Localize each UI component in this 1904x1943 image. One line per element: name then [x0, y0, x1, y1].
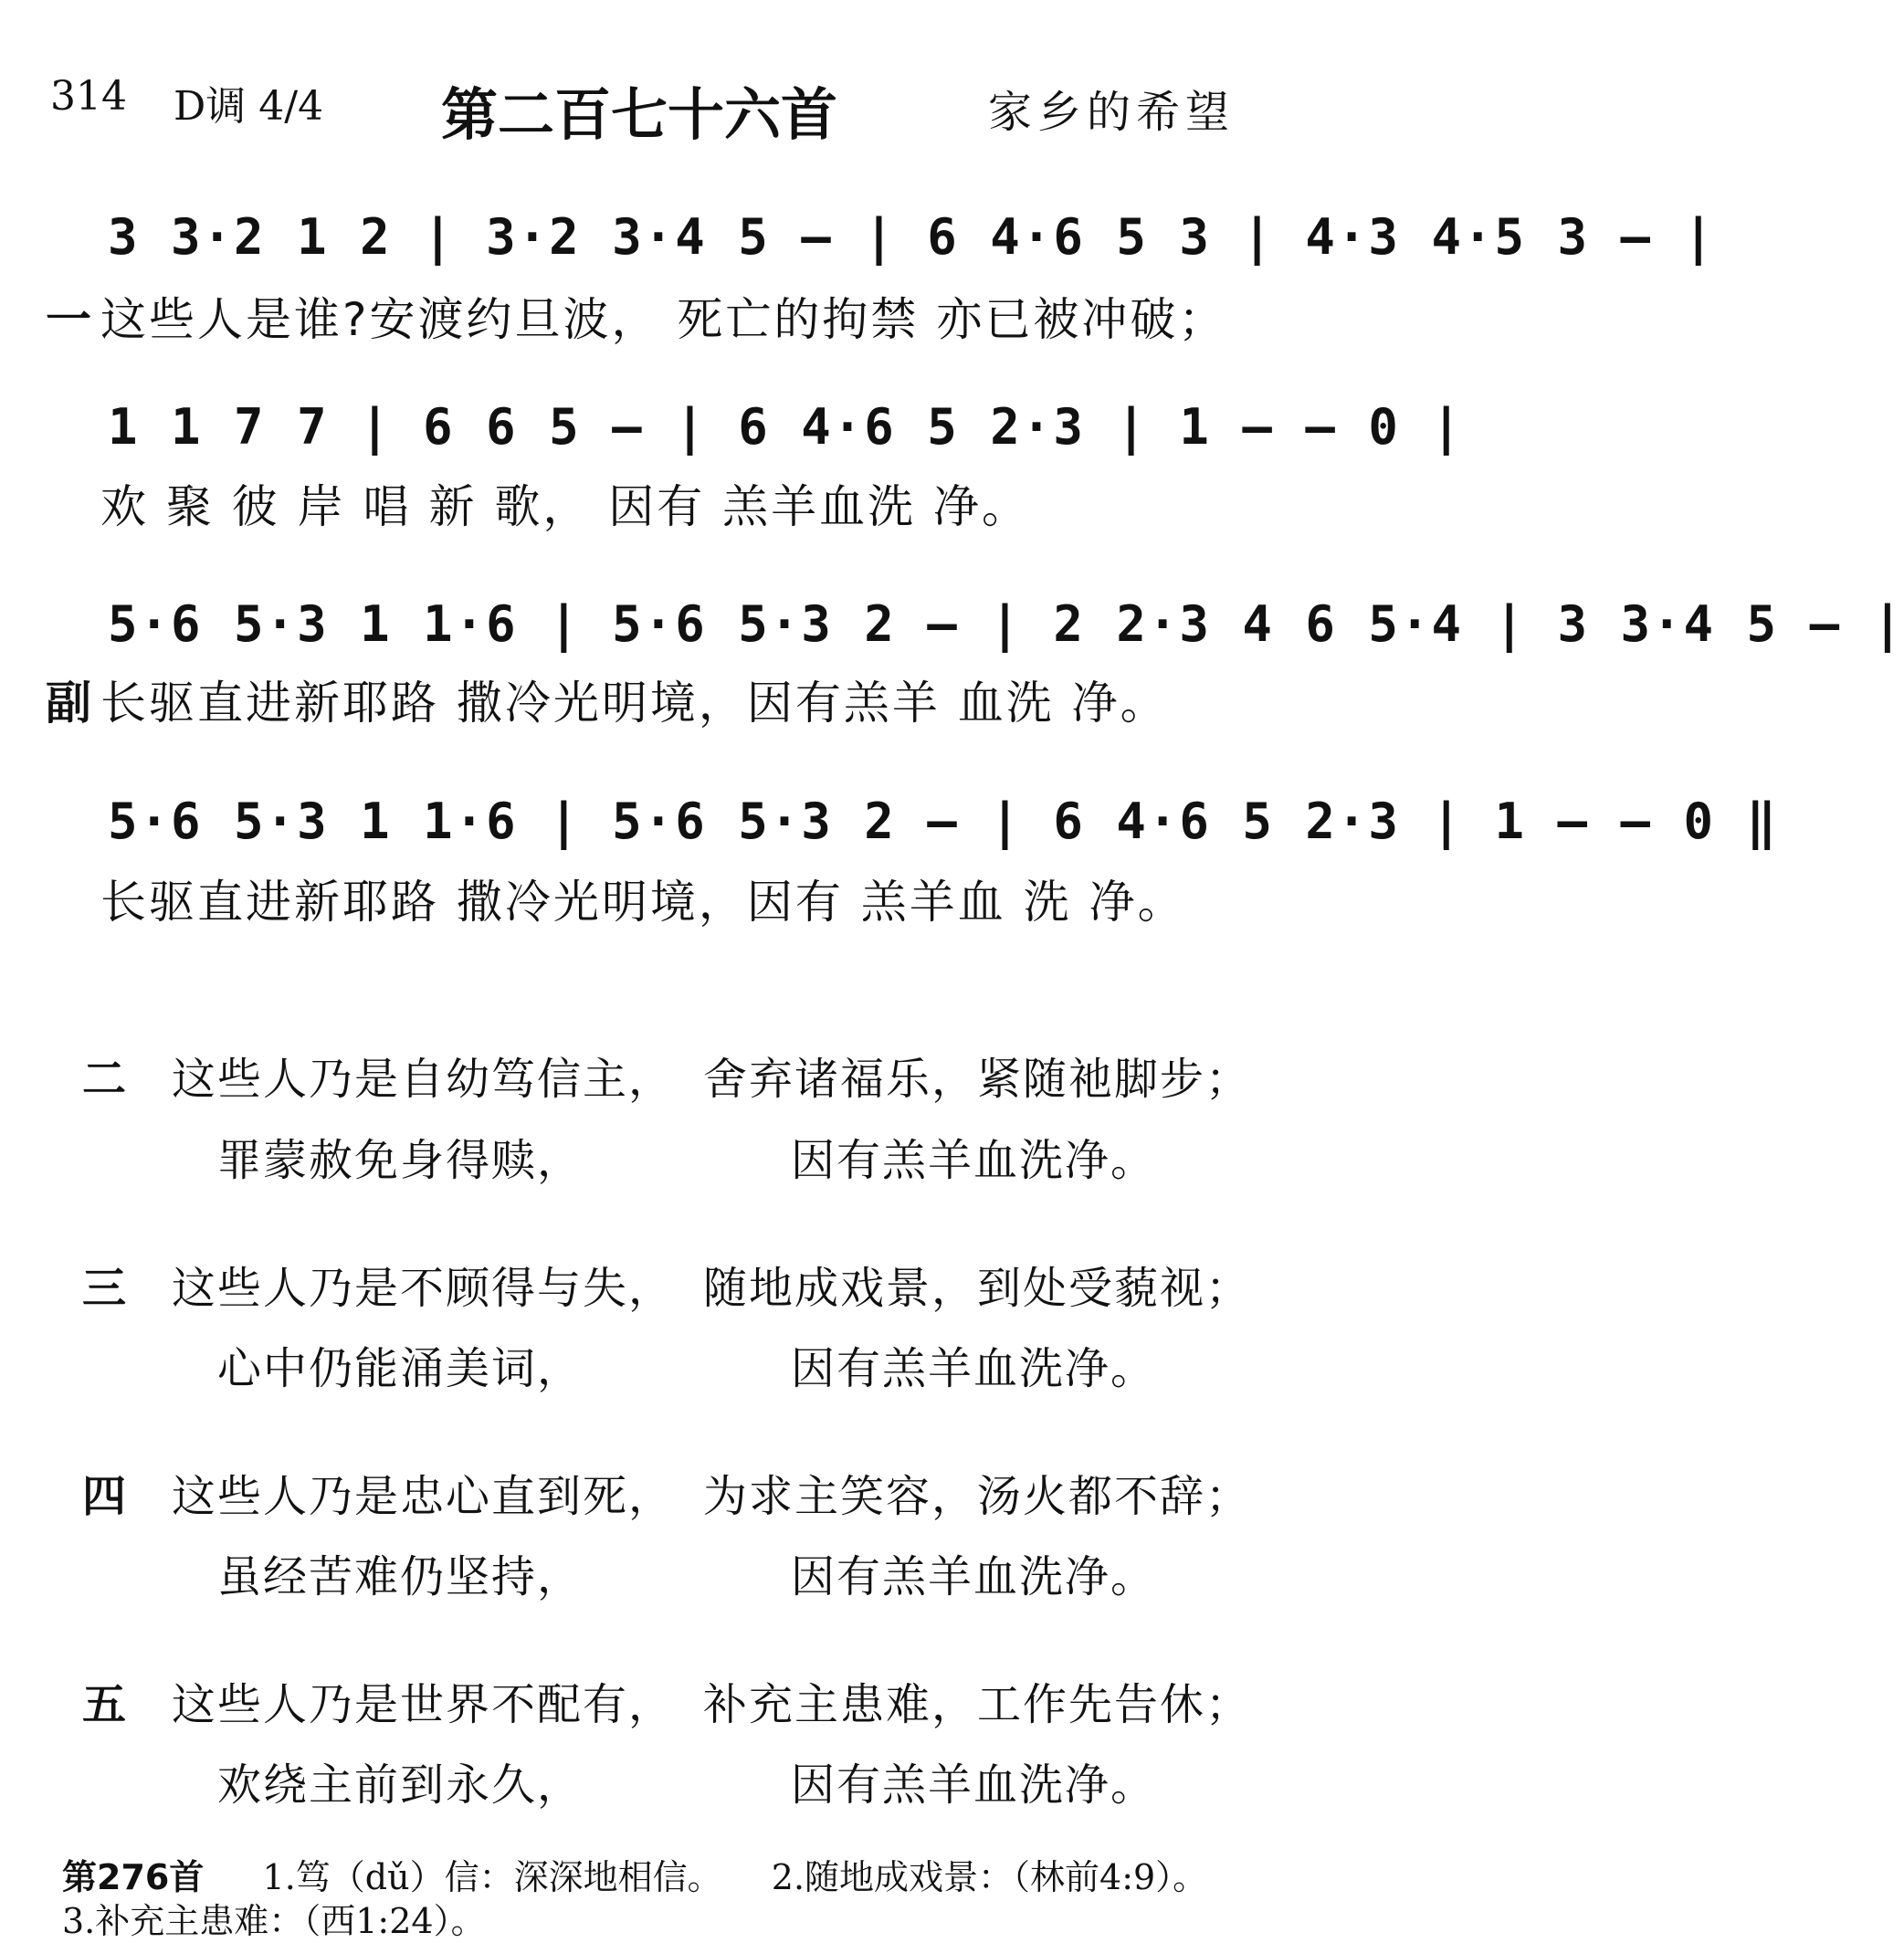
verse-4-line-2a: 虽经苦难仍坚持，: [217, 1551, 584, 1602]
tune-name: 家乡的希望: [987, 87, 1235, 138]
verse-number-2: 二: [82, 1054, 127, 1105]
verse-3-line-1a: 这些人乃是不顾得与失，: [172, 1263, 675, 1314]
lyric-line-3: 长驱直进新耶路 撒冷光明境，因有羔羊 血洗 净。: [100, 677, 1169, 730]
verse-2-line-1a: 这些人乃是自幼笃信主，: [172, 1054, 675, 1105]
lyric-line-2: 欢 聚 彼 岸 唱 新 歌， 因有 羔羊血洗 净。: [100, 480, 1031, 533]
footnote-1: 1.笃（dǔ）信：深深地相信。: [262, 1857, 722, 1897]
verse-4-line-1b: 为求主笑容，汤火都不辞；: [703, 1471, 1252, 1522]
verse-4-line-1a: 这些人乃是忠心直到死，: [172, 1471, 675, 1522]
notation-line-4: 5·6 5·3 1 1·6 | 5·6 5·3 2 – | 6 4·6 5 2·3 | 1 – – 0 ‖: [108, 793, 1779, 850]
notation-line-2: 1 1 7 7 | 6 6 5 – | 6 4·6 5 2·3 | 1 – – 0 |: [108, 398, 1463, 456]
key-signature: D调 4/4: [174, 83, 324, 130]
verse-3-line-1b: 随地成戏景，到处受藐视；: [703, 1263, 1252, 1314]
verse-marker-1: 一: [46, 293, 91, 346]
notation-line-1: 3 3·2 1 2 | 3·2 3·4 5 – | 6 4·6 5 3 | 4·3 4·5 3 – |: [108, 208, 1716, 266]
verse-number-5: 五: [82, 1679, 127, 1730]
verse-5-line-1b: 补充主患难，工作先告休；: [703, 1679, 1252, 1730]
footnote-2: 2.随地成戏景：（林前4:9）。: [771, 1857, 1208, 1897]
page-number: 314: [50, 73, 127, 120]
verse-3-line-2a: 心中仍能涌美词，: [217, 1343, 584, 1394]
verse-marker-refrain: 副: [46, 677, 91, 730]
footnote-line-1: [62, 1849, 1207, 1899]
footnote-3: 3.补充主患难：（西1:24）。: [62, 1901, 486, 1941]
verse-4-line-2b: 因有羔羊血洗净。: [791, 1551, 1157, 1602]
verse-number-3: 三: [82, 1263, 127, 1314]
verse-3-line-2b: 因有羔羊血洗净。: [791, 1343, 1157, 1394]
hymn-title: 第二百七十六首: [440, 81, 837, 148]
lyric-line-1: 这些人是谁?安渡约旦波， 死亡的拘禁 亦已被冲破；: [100, 293, 1227, 346]
lyric-line-4: 长驱直进新耶路 撒冷光明境，因有 羔羊血 洗 净。: [100, 876, 1186, 929]
verse-5-line-2a: 欢绕主前到永久，: [217, 1759, 584, 1811]
verse-5-line-1a: 这些人乃是世界不配有，: [172, 1679, 675, 1730]
verse-2-line-1b: 舍弃诸福乐，紧随祂脚步；: [703, 1054, 1252, 1105]
verse-5-line-2b: 因有羔羊血洗净。: [791, 1759, 1157, 1811]
footnote-label: 第276首: [62, 1857, 205, 1897]
verse-2-line-2a: 罪蒙赦免身得赎，: [217, 1135, 584, 1186]
verse-number-4: 四: [82, 1471, 127, 1522]
verse-2-line-2b: 因有羔羊血洗净。: [791, 1135, 1157, 1186]
notation-line-3: 5·6 5·3 1 1·6 | 5·6 5·3 2 – | 2 2·3 4 6 5·4 | 3 3·4 5 – |: [108, 595, 1904, 653]
